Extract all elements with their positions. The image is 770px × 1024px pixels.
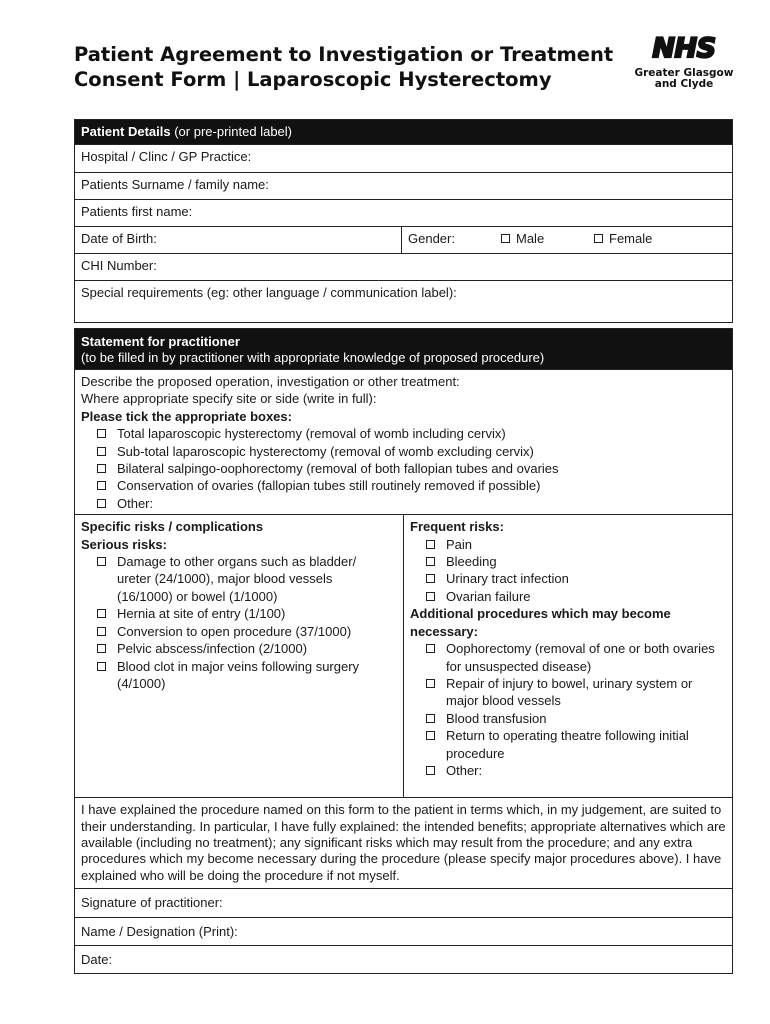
checkbox-icon[interactable] xyxy=(426,557,435,566)
chi-number-field[interactable] xyxy=(75,253,732,280)
tick-instruction: Please tick the appropriate boxes: xyxy=(81,408,292,424)
dob-field[interactable] xyxy=(75,227,402,253)
hospital-label: Hospital / Clinc / GP Practice: xyxy=(81,149,252,164)
patient-details-heading: Patient Details (or pre-printed label) xyxy=(75,120,732,144)
checkbox-icon[interactable] xyxy=(426,766,435,775)
serious-risk-item[interactable]: Blood clot in major veins following surgery (4/1000) xyxy=(81,658,397,693)
title-line-1: Patient Agreement to Investigation or Treatment xyxy=(74,43,614,66)
where-label: Where appropriate specify site or side (write in full): xyxy=(81,391,377,407)
checkbox-icon[interactable] xyxy=(97,609,106,618)
checkbox-icon[interactable] xyxy=(426,592,435,601)
dob-label: Date of Birth: xyxy=(81,231,157,246)
risks-section xyxy=(75,514,732,797)
frequent-risks-column xyxy=(404,515,732,797)
checkbox-icon[interactable] xyxy=(97,447,106,456)
additional-procedure-item[interactable]: Other: xyxy=(410,762,726,779)
nhs-logo xyxy=(634,34,734,90)
checkbox-icon[interactable] xyxy=(97,557,106,566)
first-name-field[interactable] xyxy=(75,199,732,226)
describe-label: Describe the proposed operation, investigation or other treatment: xyxy=(81,374,460,389)
checkbox-icon[interactable] xyxy=(426,574,435,583)
additional-procedure-item[interactable]: Repair of injury to bowel, urinary system or major blood vessels xyxy=(410,675,726,710)
serious-risk-item[interactable]: Damage to other organs such as bladder/ ureter (24/1000), major blood vessels (16/1000) or bowel (1/1000) xyxy=(81,553,397,605)
checkbox-icon[interactable] xyxy=(97,499,106,508)
procedure-description xyxy=(75,369,732,514)
frequent-risk-item[interactable]: Pain xyxy=(410,536,726,553)
additional-procedure-item[interactable]: Oophorectomy (removal of one or both ovaries for unsuspected disease) xyxy=(410,640,726,675)
checkbox-icon[interactable] xyxy=(97,481,106,490)
logo-line-2: and Clyde xyxy=(654,78,714,90)
form-title xyxy=(74,42,614,92)
checkbox-icon[interactable] xyxy=(426,540,435,549)
frequent-risk-item[interactable]: Bleeding xyxy=(410,553,726,570)
gender-male-option[interactable]: Male xyxy=(501,231,594,249)
practitioner-declaration: I have explained the procedure named on this form to the patient in terms which, in my judgement, are suited to their understanding. In particular, I have fully explained: the intended benefits; appropriate alternatives which are available (including no treatment); any significant risks which may result from the procedure; and any extra procedures which my become necessary during the procedure (please specify major procedures above). I have explained who will be doing the procedure if not myself. xyxy=(75,797,732,888)
gender-label: Gender: xyxy=(408,231,455,246)
checkbox-icon[interactable] xyxy=(426,731,435,740)
specific-risks-heading: Specific risks / complications xyxy=(81,519,264,535)
procedure-options xyxy=(81,425,726,512)
serious-risk-item[interactable]: Hernia at site of entry (1/100) xyxy=(81,605,397,622)
title-line-2: Consent Form | Laparoscopic Hysterectomy xyxy=(74,68,552,91)
serious-risks-heading: Serious risks: xyxy=(81,536,167,552)
additional-procedure-item[interactable]: Blood transfusion xyxy=(410,710,726,727)
date-label: Date: xyxy=(81,952,113,968)
procedure-option[interactable]: Conservation of ovaries (fallopian tubes still routinely removed if possible) xyxy=(81,477,726,494)
procedure-option[interactable]: Sub-total laparoscopic hysterectomy (removal of womb excluding cervix) xyxy=(81,443,726,460)
special-requirements-label: Special requirements (eg: other language / communication label): xyxy=(81,285,457,300)
checkbox-icon[interactable] xyxy=(97,644,106,653)
checkbox-icon[interactable] xyxy=(97,429,106,438)
nhs-logo-mark: NHS xyxy=(652,33,716,64)
dob-gender-row xyxy=(75,226,732,253)
first-name-label: Patients first name: xyxy=(81,204,193,219)
practitioner-signature-field[interactable] xyxy=(75,888,732,917)
additional-procedure-item[interactable]: Return to operating theatre following initial procedure xyxy=(410,727,726,762)
practitioner-statement-section xyxy=(74,328,733,974)
checkbox-icon[interactable] xyxy=(426,714,435,723)
patient-details-section xyxy=(74,119,733,323)
frequent-risk-item[interactable]: Urinary tract infection xyxy=(410,570,726,587)
specific-risks-column xyxy=(75,515,404,797)
checkbox-icon[interactable] xyxy=(594,234,603,243)
special-requirements-field[interactable] xyxy=(75,280,732,322)
practitioner-date-field[interactable] xyxy=(75,945,732,973)
checkbox-icon[interactable] xyxy=(426,679,435,688)
serious-risk-item[interactable]: Pelvic abscess/infection (2/1000) xyxy=(81,640,397,657)
serious-risk-item[interactable]: Conversion to open procedure (37/1000) xyxy=(81,623,397,640)
gender-female-option[interactable]: Female xyxy=(594,231,652,249)
chi-label: CHI Number: xyxy=(81,258,157,273)
procedure-option[interactable]: Total laparoscopic hysterectomy (removal of womb including cervix) xyxy=(81,425,726,442)
signature-label: Signature of practitioner: xyxy=(81,895,223,911)
checkbox-icon[interactable] xyxy=(97,662,106,671)
procedure-option[interactable]: Bilateral salpingo-oophorectomy (removal of both fallopian tubes and ovaries xyxy=(81,460,726,477)
statement-subtitle: (to be filled in by practitioner with appropriate knowledge of proposed procedure) xyxy=(81,350,545,365)
statement-title: Statement for practitioner xyxy=(81,334,240,349)
checkbox-icon[interactable] xyxy=(97,627,106,636)
checkbox-icon[interactable] xyxy=(426,644,435,653)
additional-procedures-heading: Additional procedures which may become necessary: xyxy=(410,606,671,639)
surname-label: Patients Surname / family name: xyxy=(81,177,269,192)
logo-line-1: Greater Glasgow xyxy=(634,67,734,79)
surname-field[interactable] xyxy=(75,172,732,199)
procedure-option[interactable]: Other: xyxy=(81,495,726,512)
checkbox-icon[interactable] xyxy=(501,234,510,243)
hospital-field[interactable] xyxy=(75,144,732,172)
serious-risks-list xyxy=(81,553,397,692)
frequent-risks-heading: Frequent risks: xyxy=(410,519,504,535)
frequent-risks-list xyxy=(410,536,726,606)
statement-heading xyxy=(75,329,732,369)
frequent-risk-item[interactable]: Ovarian failure xyxy=(410,588,726,605)
checkbox-icon[interactable] xyxy=(97,464,106,473)
additional-procedures-list xyxy=(410,640,726,779)
name-designation-label: Name / Designation (Print): xyxy=(81,924,238,940)
practitioner-name-field[interactable] xyxy=(75,917,732,945)
gender-field xyxy=(402,227,732,253)
